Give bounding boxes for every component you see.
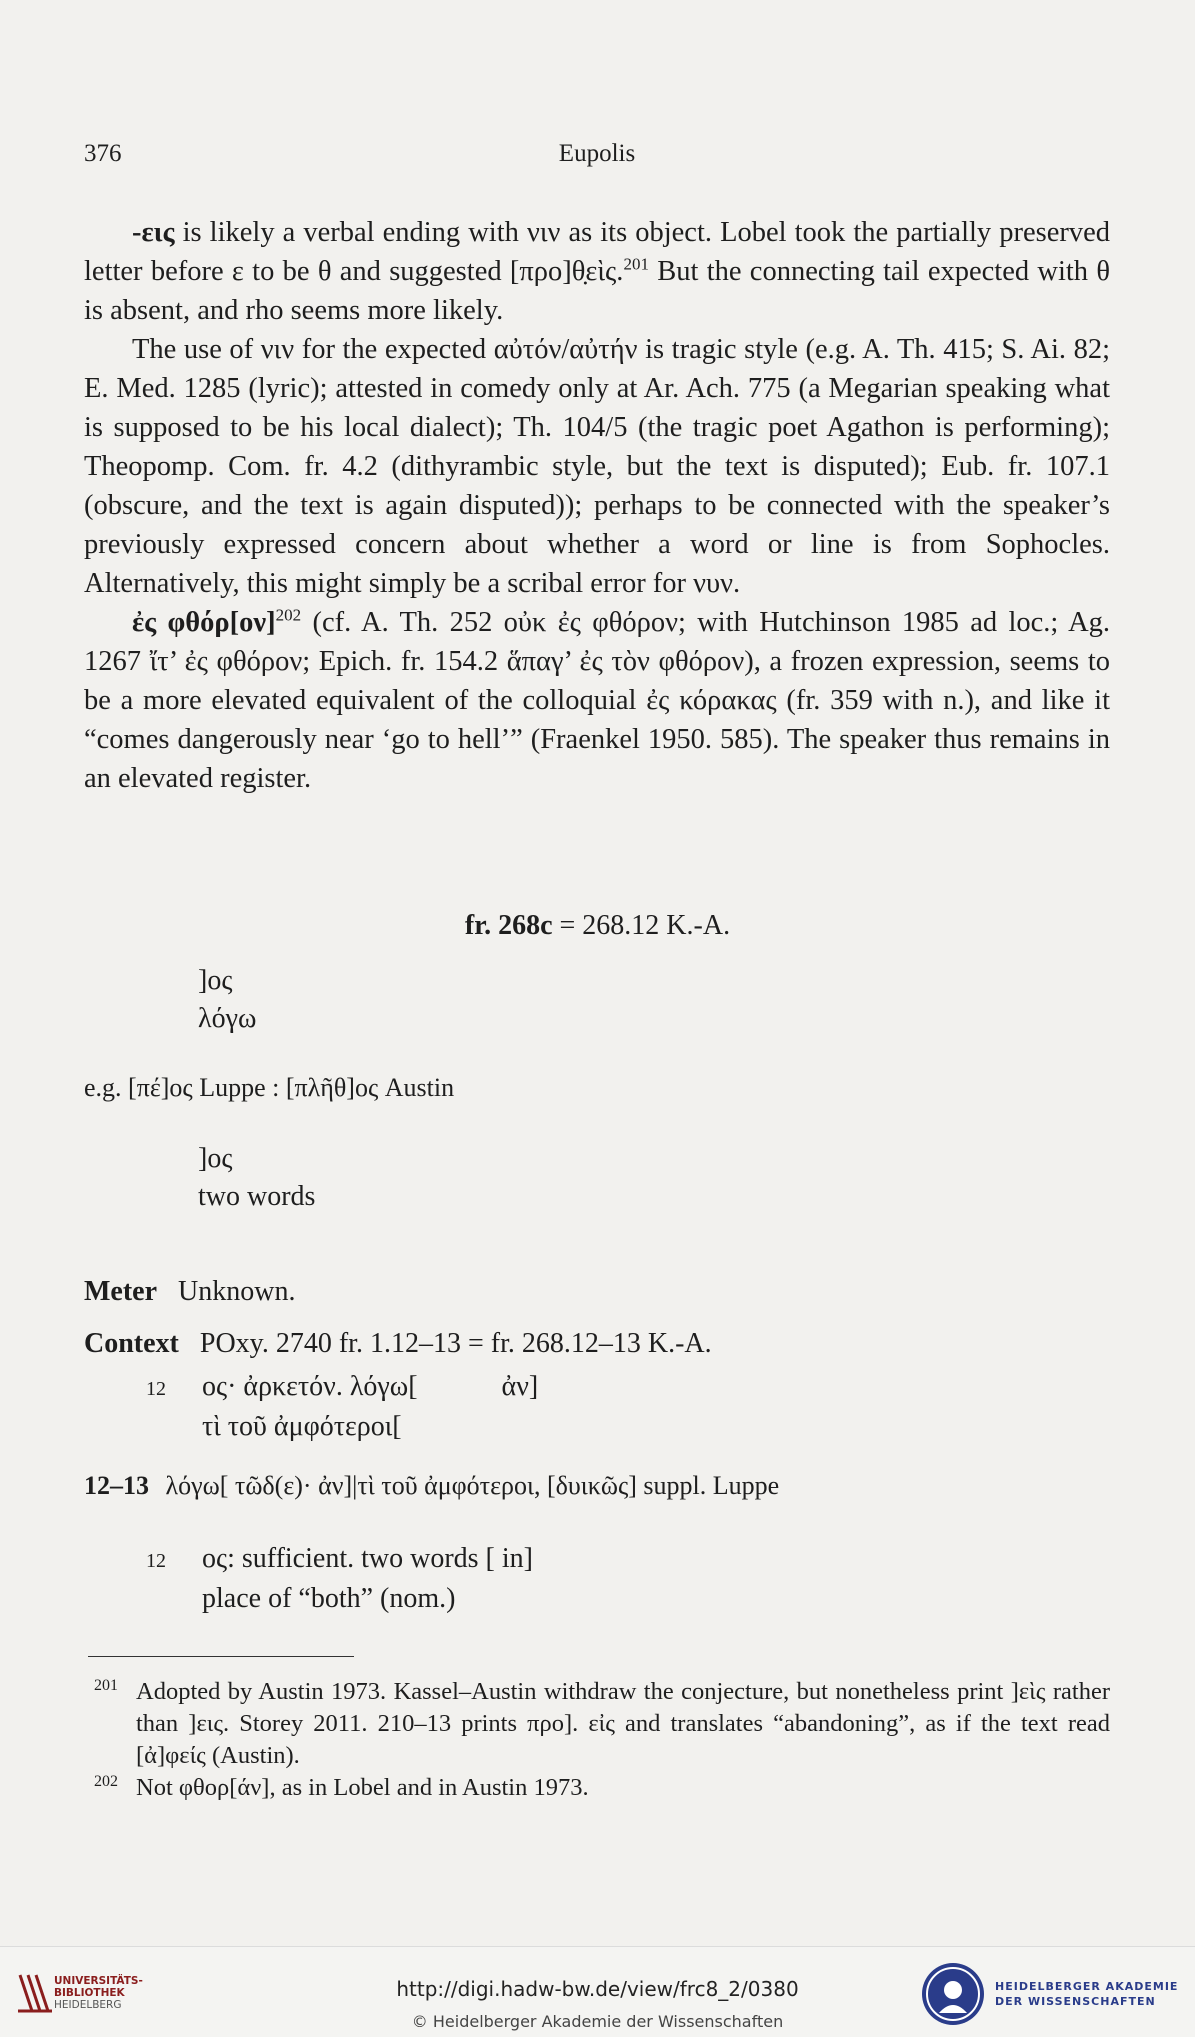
logo-line-3: HEIDELBERG bbox=[54, 1999, 122, 2011]
footnote-201 bbox=[84, 1676, 1110, 1772]
footnote-202 bbox=[84, 1772, 1110, 1804]
paragraph-3-text: (cf. A. Th. 252 οὐκ ἐς φθόρον; with Hutchinson 1985 ad loc.; Ag. 1267 ἴτ’ ἐς φθόρον; Epich. fr. 154.2 ἅπαγ’ ἐς τὸν φθόρον), a frozen expression, seems to be a more elevated equivalent of the colloquial ἐς κόρακας (fr. 359 with n.), and like it “comes dangerously near ‘go to hell’” (Fraenkel 1950. 585). The speaker thus remains in an elevated register. bbox=[84, 607, 1111, 794]
greek-line-2: λόγω bbox=[198, 1003, 257, 1034]
context-note bbox=[84, 1471, 779, 1501]
academy-logo-text[interactable] bbox=[995, 1979, 1178, 2009]
context-translation-line-1-text: ος: sufficient. two words [ in] bbox=[202, 1543, 533, 1574]
footnote-divider bbox=[88, 1656, 354, 1657]
meter-value: Unknown. bbox=[178, 1276, 296, 1307]
line-number: 12 bbox=[146, 1550, 166, 1572]
context-greek-text bbox=[146, 1368, 538, 1446]
fragment-translation bbox=[198, 1140, 315, 1216]
translation-line-1: ]ος bbox=[198, 1143, 233, 1174]
fragment-heading bbox=[0, 910, 1195, 942]
paragraph-1-text-after: But the connecting tail expected with θ is absent, and rho seems more likely. bbox=[84, 256, 1110, 326]
apparatus-criticus: e.g. [πέ]ος Luppe : [πλῆθ]ος Austin bbox=[84, 1073, 455, 1102]
digitization-footer bbox=[0, 1946, 1195, 2037]
context-line-1-text: ος· ἀρκετόν. λόγω[ ἀν] bbox=[202, 1371, 539, 1402]
context-note-label: 12–13 bbox=[84, 1471, 149, 1500]
academy-seal-icon[interactable] bbox=[922, 1963, 984, 2025]
lemma-3: ἐς φθόρ[ον] bbox=[132, 607, 276, 638]
logo-line-2: BIBLIOTHEK bbox=[54, 1987, 125, 1999]
context-translation-line-2 bbox=[146, 1580, 533, 1618]
context-section bbox=[84, 1328, 712, 1360]
context-label: Context bbox=[84, 1328, 179, 1359]
context-translation bbox=[146, 1540, 533, 1618]
fragment-equivalence: = 268.12 K.-A. bbox=[552, 910, 731, 941]
commentary-body bbox=[84, 213, 1110, 798]
page-number: 376 bbox=[84, 140, 122, 167]
academy-line-1: HEIDELBERGER AKADEMIE bbox=[995, 1980, 1179, 1993]
paragraph-3 bbox=[84, 603, 1110, 798]
footnote-text: Not φθορ[άν], as in Lobel and in Austin 1973. bbox=[136, 1774, 589, 1801]
meter-label: Meter bbox=[84, 1276, 158, 1307]
fragment-greek-text bbox=[198, 962, 256, 1038]
footnote-ref-202[interactable]: 202 bbox=[275, 605, 302, 625]
footnotes bbox=[84, 1676, 1110, 1804]
paragraph-1-text: is likely a verbal ending with νιν as its object. Lobel took the partially preserved letter before ε to be θ and suggested [προ]θ̣εὶς. bbox=[84, 217, 1110, 287]
academy-line-2: DER WISSENSCHAFTEN bbox=[995, 1995, 1156, 2008]
context-line-2-text: τὶ τοῦ ἀμφότεροι[ bbox=[202, 1411, 402, 1442]
logo-line-1: UNIVERSITÄTS- bbox=[54, 1975, 143, 1987]
context-line-1 bbox=[146, 1368, 538, 1408]
context-value: POxy. 2740 fr. 1.12–13 = fr. 268.12–13 K.-A. bbox=[199, 1328, 712, 1359]
copyright-notice: © Heidelberger Akademie der Wissenschaften bbox=[411, 2012, 784, 2031]
line-number: 12 bbox=[146, 1378, 166, 1400]
footnote-number: 202 bbox=[94, 1773, 118, 1790]
lemma-1: -εις bbox=[132, 217, 175, 248]
meter-section bbox=[84, 1276, 296, 1308]
context-note-text: λόγω[ τῶδ(ε)· ἀν]|τὶ τοῦ ἀμφότεροι, [δυικῶς] suppl. Luppe bbox=[165, 1471, 780, 1500]
fragment-label: fr. 268c bbox=[464, 910, 553, 941]
running-title: Eupolis bbox=[558, 140, 636, 167]
translation-line-2: two words bbox=[198, 1181, 316, 1212]
context-line-2 bbox=[146, 1408, 538, 1446]
footnote-text: Adopted by Austin 1973. Kassel–Austin withdraw the conjecture, but nonetheless print ]εὶς rather than ]εις. Storey 2011. 210–13 prints προ]. εἰς and translates “abandoning”, as if the text read [ἀ]φείς (Austin). bbox=[136, 1678, 1110, 1769]
context-translation-line-2-text: place of “both” (nom.) bbox=[202, 1583, 456, 1614]
footnote-ref-201[interactable]: 201 bbox=[623, 254, 649, 274]
footnote-number: 201 bbox=[94, 1677, 118, 1694]
paragraph-1 bbox=[84, 213, 1110, 330]
permalink-url[interactable]: http://digi.hadw-bw.de/view/frc8_2/0380 bbox=[396, 1977, 799, 2001]
paragraph-2: The use of νιν for the expected αὐτόν/αὐτήν is tragic style (e.g. A. Th. 415; S. Ai. 82; E. Med. 1285 (lyric); attested in comedy only at Ar. Ach. 775 (a Megarian speaking what is supposed to be his local dialect); Th. 104/5 (the tragic poet Agathon is performing); Theopomp. Com. fr. 4.2 (dithyrambic style, but the text is disputed); Eub. fr. 107.1 (obscure, and the text is again disputed)); perhaps to be connected with the speaker’s previously expressed concern about whether a word or line is from Sophocles. Alternatively, this might simply be a scribal error for νυν. bbox=[84, 334, 1110, 599]
context-translation-line-1 bbox=[146, 1540, 533, 1580]
greek-line-1: ]ος bbox=[198, 965, 233, 996]
